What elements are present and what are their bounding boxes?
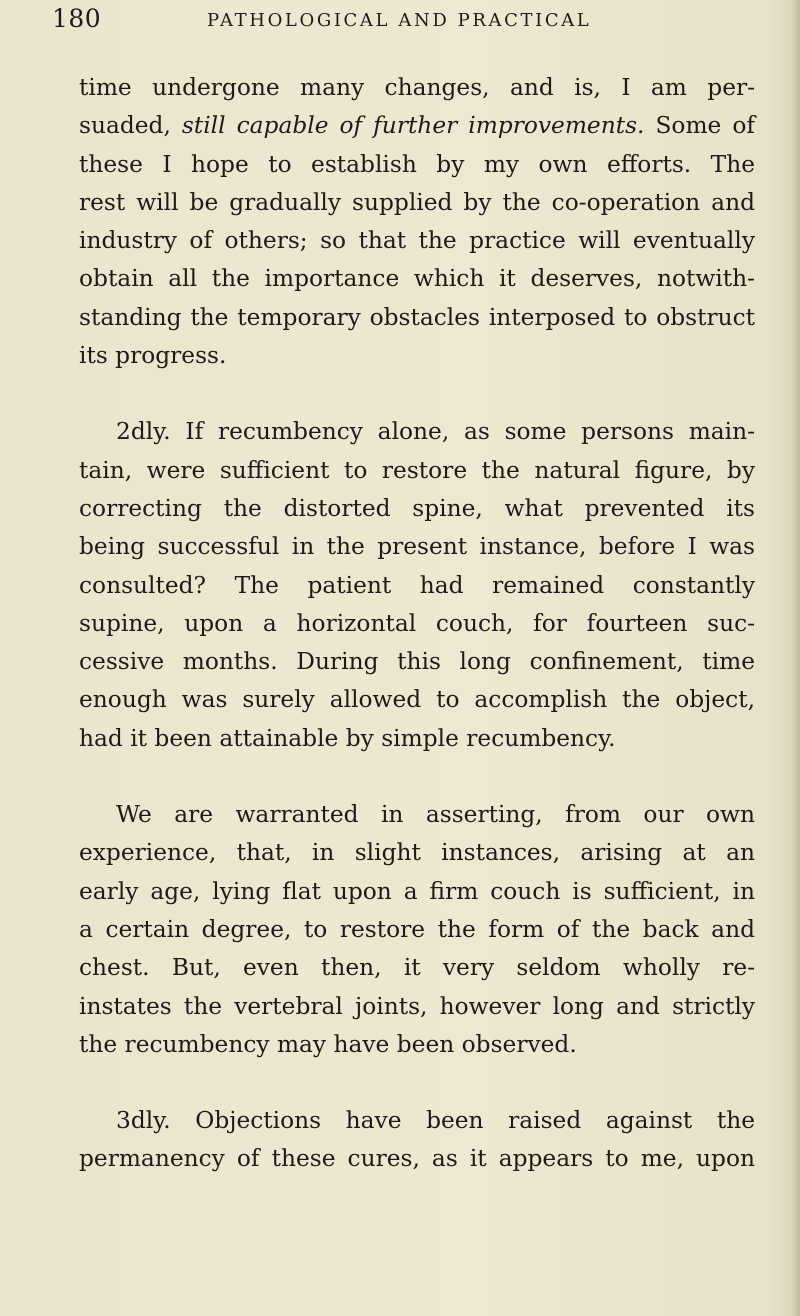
text-line: 2dly. If recumbency alone, as some persons main- (116, 418, 755, 446)
paragraph-gap (79, 375, 755, 413)
text-line: suaded, still capable of further improvements. Some of (79, 112, 755, 140)
paragraph (79, 413, 755, 758)
text-line: time undergone many changes, and is, I am per- (79, 74, 755, 101)
text-line: cessive months. During this long confinement, time (79, 648, 755, 676)
page-edge-shadow (791, 0, 800, 1316)
text-line: We are warranted in asserting, from our own (116, 801, 755, 829)
running-head: PATHOLOGICAL AND PRACTICAL (207, 10, 592, 31)
text-line: being successful in the present instance, before I was (79, 533, 755, 561)
body-text (79, 69, 755, 1179)
text-line: correcting the distorted spine, what prevented its (79, 494, 755, 522)
text-line: supine, upon a horizontal couch, for fourteen suc- (79, 609, 755, 637)
page-number: 180 (52, 4, 102, 33)
text-line: chest. But, even then, it very seldom wholly re- (79, 954, 755, 982)
paragraph-gap (79, 1064, 755, 1102)
text-line: instates the vertebral joints, however long and strictly (79, 992, 755, 1020)
text-line: 3dly. Objections have been raised against the (116, 1107, 755, 1135)
text-line: a certain degree, to restore the form of the back and (79, 915, 755, 943)
text-line: industry of others; so that the practice will eventually (79, 227, 755, 255)
text-line: had it been attainable by simple recumbency. (79, 724, 616, 752)
paragraph-gap (79, 758, 755, 796)
paragraph (79, 69, 755, 375)
text-line: its progress. (79, 342, 227, 370)
text-line: tain, were sufficient to restore the natural figure, by (79, 456, 755, 484)
text-line: the recumbency may have been observed. (79, 1030, 577, 1058)
text-line: rest will be gradually supplied by the co-operation and (79, 188, 755, 216)
paragraph (79, 1102, 755, 1179)
text-line: permanency of these cures, as it appears to me, upon (79, 1145, 755, 1173)
italic-emphasis: still capable of further improvements. (181, 112, 645, 140)
text-line: experience, that, in slight instances, arising at an (79, 839, 755, 867)
page-header (52, 0, 752, 50)
text-line: standing the temporary obstacles interposed to obstruct (79, 303, 755, 331)
text-line: early age, lying flat upon a firm couch is sufficient, in (79, 877, 755, 905)
paragraph (79, 796, 755, 1064)
text-line: these I hope to establish by my own efforts. The (79, 150, 755, 178)
text-line: enough was surely allowed to accomplish the object, (79, 686, 755, 714)
text-line: obtain all the importance which it deserves, notwith- (79, 265, 755, 293)
text-line: consulted? The patient had remained constantly (79, 571, 755, 599)
